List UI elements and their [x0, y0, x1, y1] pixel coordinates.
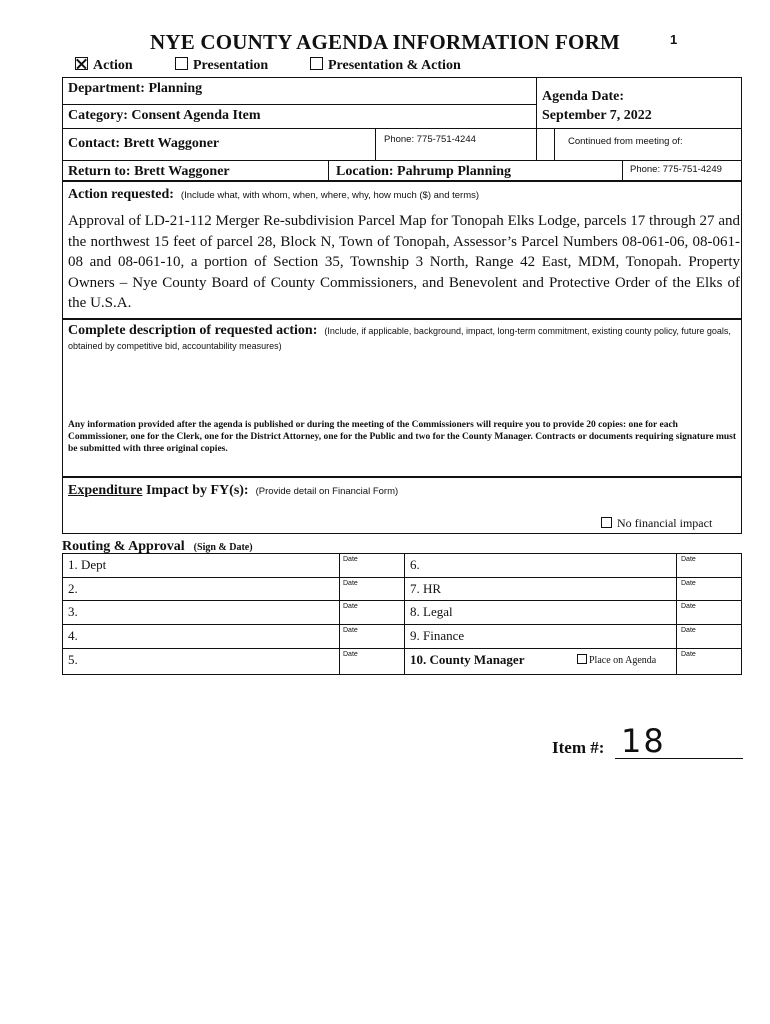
- checkbox-icon[interactable]: [577, 654, 587, 664]
- date-label: Date: [681, 651, 696, 658]
- action-text: Approval of LD-21-112 Merger Re-subdivision Parcel Map for Tonopah Elks Lodge, parcels 17 through 27 and the northwest 15 feet of parcel 28, Block N, Town of Tonopah, Assessor’s Parcel Numbers 08-061-06, 08-061-08 and 08-061-10, a portion of Section 35, Township 3 North, Range 42 East, MDM, Tonopah. Property Owners – Nye County Board of County Commissioners, and Benevolent and Protective Order of the Elks of the U.S.A.: [68, 213, 740, 311]
- date-label: Date: [343, 603, 358, 610]
- routing-row-1-right: 6.: [410, 557, 420, 572]
- return-to: Return to: Brett Waggoner: [68, 164, 230, 179]
- item-number-field[interactable]: [615, 724, 743, 759]
- contact-phone: Phone: 775-751-4244: [384, 134, 476, 145]
- routing-row-2-left: 2.: [68, 581, 78, 596]
- option-action-label: Action: [93, 58, 133, 73]
- date-label: Date: [343, 580, 358, 587]
- date-label: Date: [681, 580, 696, 587]
- divider: [536, 77, 537, 160]
- divider: [676, 553, 677, 675]
- contact: Contact: Brett Waggoner: [68, 136, 220, 151]
- option-action[interactable]: [75, 57, 133, 74]
- expenditure-label: Impact by FY(s):: [142, 483, 249, 498]
- date-label: Date: [681, 627, 696, 634]
- routing-row-5-right: 10. County Manager: [410, 652, 525, 667]
- divider: [62, 624, 742, 625]
- date-label: Date: [681, 603, 696, 610]
- option-presentation-action-label: Presentation & Action: [328, 58, 461, 73]
- divider: [62, 577, 742, 578]
- checkbox-icon[interactable]: [175, 57, 188, 70]
- divider: [339, 553, 340, 675]
- checked-checkbox-icon[interactable]: [75, 57, 88, 70]
- page-number: 1: [670, 32, 678, 47]
- routing-row-3-right: 8. Legal: [410, 604, 453, 619]
- description-label: Complete description of requested action:: [68, 323, 318, 338]
- expenditure-hint: (Provide detail on Financial Form): [255, 486, 399, 497]
- routing-row-1-left: 1. Dept: [68, 557, 107, 572]
- divider: [328, 160, 329, 181]
- date-label: Date: [343, 651, 358, 658]
- divider: [62, 648, 742, 649]
- notice-text: Any information provided after the agenda is published or during the meeting of the Commissioners will require you to provide 20 copies: one for each Commissioner, one for the Clerk, one for the District Attorney, one for the Public and two for the County Manager. Contracts or documents requiring signature must be submitted with three original copies.: [68, 420, 737, 454]
- routing-row-4-left: 4.: [68, 628, 78, 643]
- return-phone: Phone: 775-751-4249: [630, 164, 722, 175]
- continued-from: Continued from meeting of:: [568, 136, 683, 147]
- agenda-date-label: Agenda Date:: [542, 89, 625, 104]
- option-presentation[interactable]: [175, 57, 268, 74]
- routing-row-5-left: 5.: [68, 652, 78, 667]
- action-label: Action requested:: [68, 187, 174, 202]
- item-label: Item #:: [552, 738, 605, 757]
- expenditure-header: [68, 481, 398, 499]
- item-number-handwritten: 18: [621, 722, 666, 760]
- form-title: NYE COUNTY AGENDA INFORMATION FORM: [150, 30, 620, 54]
- description-hint: (Include, if applicable, background, impact, long-term commitment, existing county policy, future goals, obtained by competitive bid, accountability measures): [68, 326, 731, 351]
- date-label: Date: [343, 556, 358, 563]
- divider: [62, 104, 536, 105]
- divider: [404, 553, 405, 675]
- expenditure-label-underlined: Expenditure: [68, 483, 143, 498]
- place-on-agenda-label: Place on Agenda: [589, 655, 657, 666]
- category: Category: Consent Agenda Item: [68, 108, 261, 123]
- divider: [375, 128, 376, 160]
- location: Location: Pahrump Planning: [336, 164, 512, 179]
- no-financial-impact-label: No financial impact: [617, 516, 713, 530]
- agenda-date-value: September 7, 2022: [542, 108, 652, 123]
- action-header: [68, 185, 479, 203]
- checkbox-icon[interactable]: [310, 57, 323, 70]
- divider: [62, 600, 742, 601]
- divider: [62, 128, 742, 129]
- date-label: Date: [343, 627, 358, 634]
- routing-row-2-right: 7. HR: [410, 581, 442, 596]
- date-label: Date: [681, 556, 696, 563]
- routing-row-3-left: 3.: [68, 604, 78, 619]
- action-hint: (Include what, with whom, when, where, why, how much ($) and terms): [180, 190, 480, 201]
- department: Department: Planning: [68, 81, 203, 96]
- divider: [622, 160, 623, 181]
- place-on-agenda-option[interactable]: [577, 654, 656, 666]
- description-header: [68, 323, 736, 353]
- no-financial-impact-option[interactable]: [601, 516, 712, 531]
- divider: [62, 160, 742, 161]
- routing-hint: (Sign & Date): [193, 542, 253, 553]
- option-presentation-label: Presentation: [193, 58, 269, 73]
- routing-title: Routing & Approval: [62, 539, 185, 554]
- routing-row-4-right: 9. Finance: [410, 628, 465, 643]
- option-presentation-action[interactable]: [310, 57, 461, 74]
- checkbox-icon[interactable]: [601, 517, 612, 528]
- divider: [554, 128, 555, 160]
